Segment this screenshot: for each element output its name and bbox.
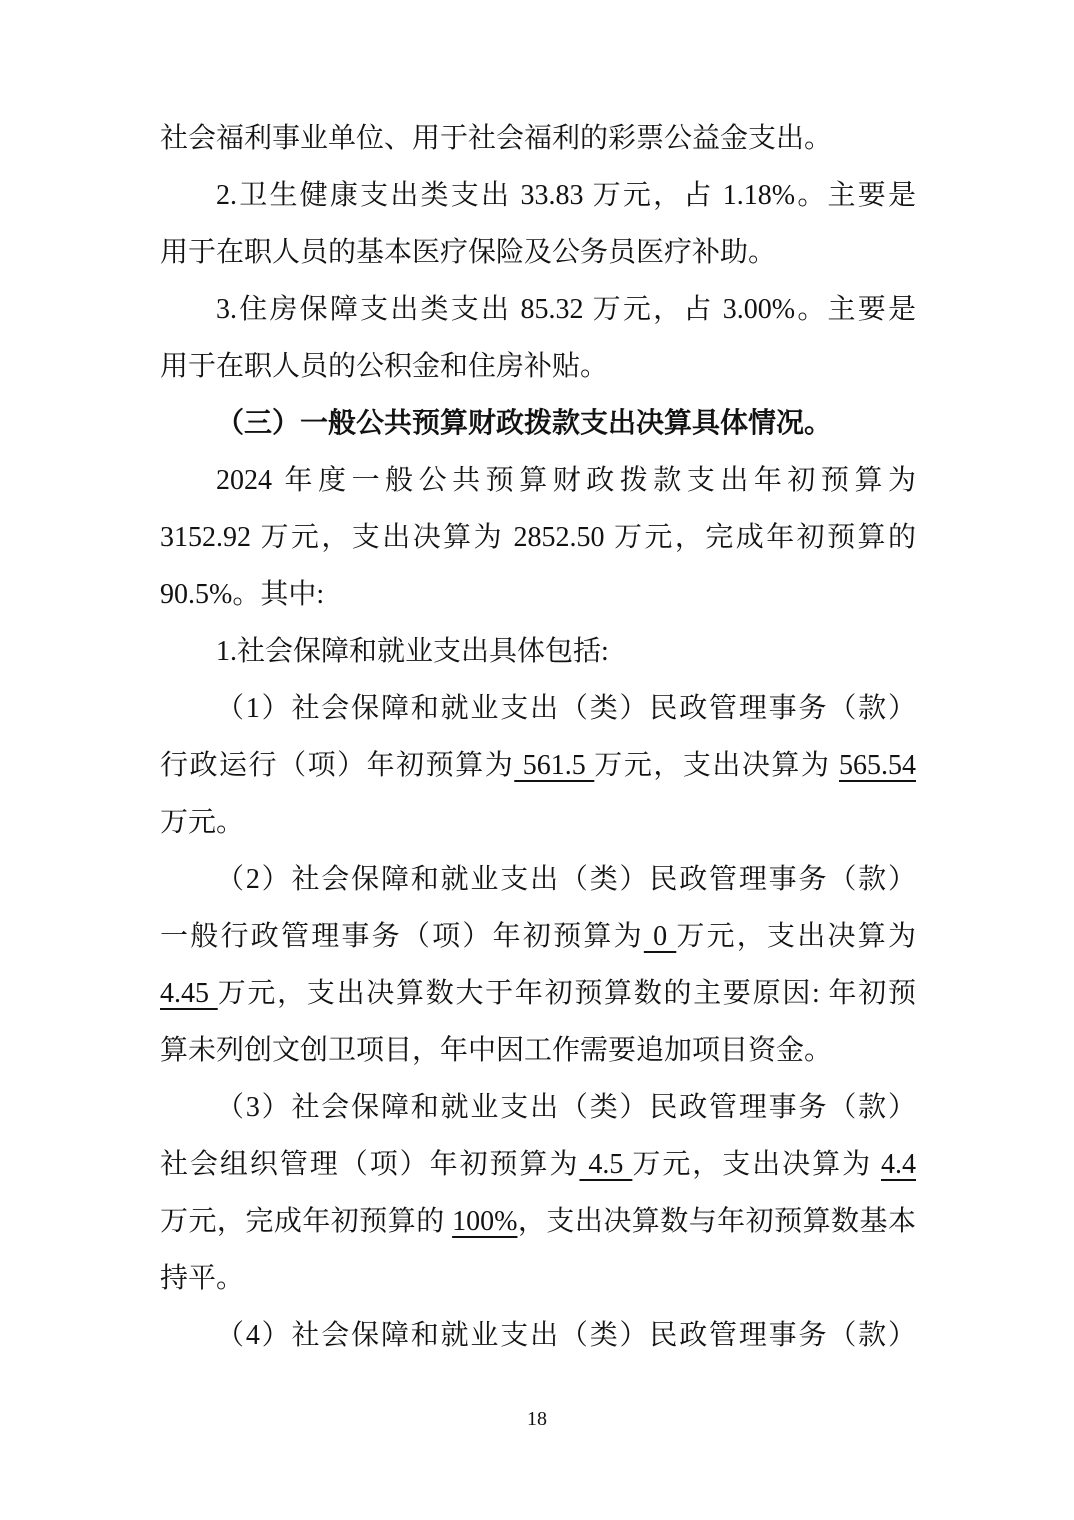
text-line xyxy=(160,1079,916,1136)
paragraph xyxy=(160,1079,916,1307)
underlined-value: 4.45 xyxy=(160,978,218,1009)
text-run: （4）社会保障和就业支出（类）民政管理事务（款） xyxy=(216,1320,916,1351)
paragraph xyxy=(160,167,916,281)
text-line xyxy=(160,338,916,395)
text-run: 万元，完成年初预算的 xyxy=(160,1206,453,1237)
text-line xyxy=(160,1250,916,1307)
underlined-value: 4.5 xyxy=(579,1149,633,1180)
text-line xyxy=(160,965,916,1022)
underlined-value: 4.4 xyxy=(881,1149,916,1180)
document-page xyxy=(160,110,916,1364)
text-run: 行政运行（项）年初预算为 xyxy=(160,750,515,781)
paragraph xyxy=(160,1307,916,1364)
text-run: 用于在职人员的公积金和住房补贴。 xyxy=(160,351,609,382)
text-line xyxy=(160,224,916,281)
text-run: 万元。 xyxy=(160,807,245,838)
text-run: 2024 年度一般公共预算财政拨款支出年初预算为 xyxy=(216,465,916,496)
text-line xyxy=(160,281,916,338)
underlined-value: 565.54 xyxy=(838,750,916,781)
text-run: 万元，支出决算数大于年初预算数的主要原因: 年初预 xyxy=(217,978,916,1009)
text-line xyxy=(160,1136,916,1193)
text-line xyxy=(160,395,916,452)
text-line xyxy=(160,1022,916,1079)
text-line xyxy=(160,167,916,224)
text-run: 万元，支出决算为 xyxy=(594,750,839,781)
text-line xyxy=(160,1193,916,1250)
text-line xyxy=(160,737,916,794)
text-run: 算未列创文创卫项目，年中因工作需要追加项目资金。 xyxy=(160,1035,833,1066)
text-run: 万元，支出决算为 xyxy=(632,1149,881,1180)
text-run: （三）一般公共预算财政拨款支出决算具体情况。 xyxy=(216,408,833,439)
text-run: 1.社会保障和就业支出具体包括: xyxy=(216,636,609,667)
text-line xyxy=(160,1307,916,1364)
page-number: 18 xyxy=(527,1408,547,1430)
text-line xyxy=(160,623,916,680)
text-line xyxy=(160,794,916,851)
text-run: 2.卫生健康支出类支出 33.83 万元，占 1.18%。主要是 xyxy=(216,180,916,211)
text-run: 3152.92 万元，支出决算为 2852.50 万元，完成年初预算的 xyxy=(160,522,916,553)
text-run: （2）社会保障和就业支出（类）民政管理事务（款） xyxy=(216,864,916,895)
paragraph xyxy=(160,281,916,395)
text-run: 90.5%。其中: xyxy=(160,579,325,610)
text-run: 3.住房保障支出类支出 85.32 万元，占 3.00%。主要是 xyxy=(216,294,916,325)
text-line xyxy=(160,680,916,737)
text-line xyxy=(160,110,916,167)
text-run: 万元，支出决算为 xyxy=(676,921,916,952)
text-line xyxy=(160,509,916,566)
paragraph xyxy=(160,110,916,167)
text-run: 社会福利事业单位、用于社会福利的彩票公益金支出。 xyxy=(160,123,833,154)
text-line xyxy=(160,851,916,908)
text-line xyxy=(160,452,916,509)
paragraph xyxy=(160,623,916,680)
section-heading xyxy=(160,395,916,452)
text-line xyxy=(160,908,916,965)
text-run: 持平。 xyxy=(160,1263,245,1294)
underlined-value: 0 xyxy=(643,921,677,952)
underlined-value: 100% xyxy=(452,1206,518,1237)
text-run: 一般行政管理事务（项）年初预算为 xyxy=(160,921,644,952)
underlined-value: 561.5 xyxy=(514,750,595,781)
text-run: 社会组织管理（项）年初预算为 xyxy=(160,1149,580,1180)
text-run: （1）社会保障和就业支出（类）民政管理事务（款） xyxy=(216,693,916,724)
paragraph xyxy=(160,452,916,623)
text-run: 用于在职人员的基本医疗保险及公务员医疗补助。 xyxy=(160,237,777,268)
paragraph xyxy=(160,851,916,1079)
text-run: （3）社会保障和就业支出（类）民政管理事务（款） xyxy=(216,1092,916,1123)
paragraph xyxy=(160,680,916,851)
text-line xyxy=(160,566,916,623)
text-run: ，支出决算数与年初预算数基本 xyxy=(517,1206,916,1237)
